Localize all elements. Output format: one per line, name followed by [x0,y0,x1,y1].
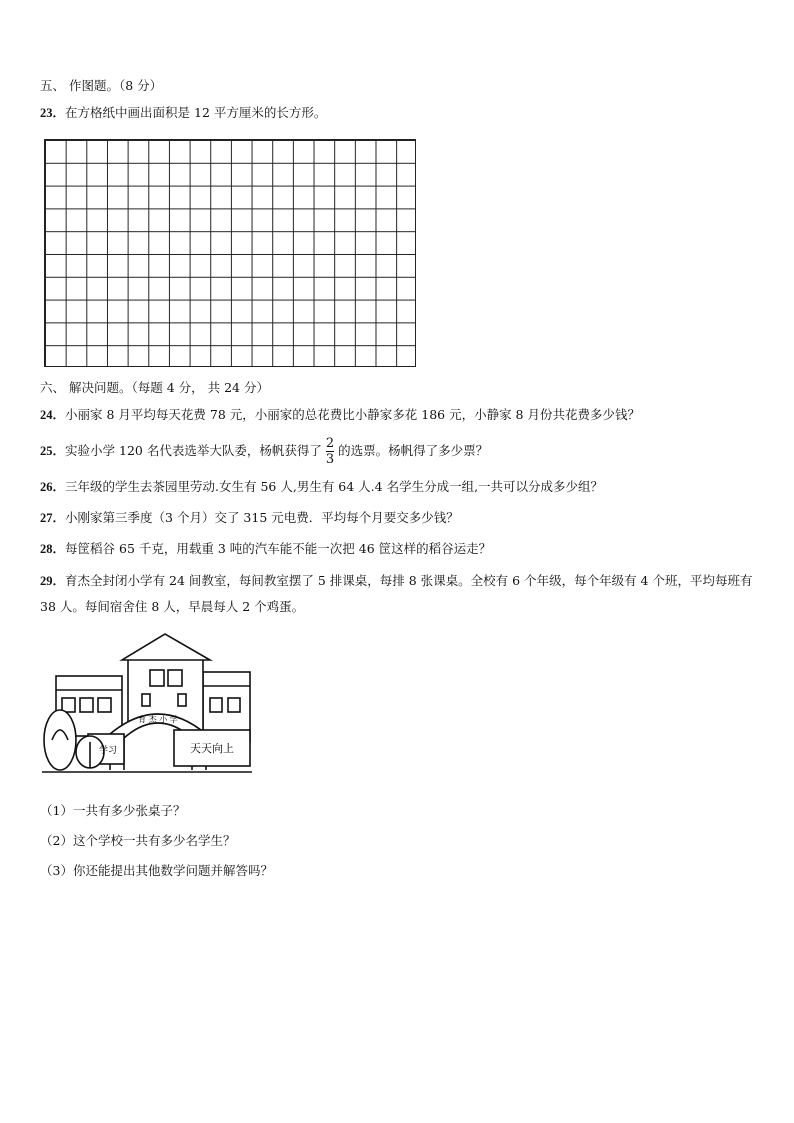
fraction-numerator: 2 [325,436,335,451]
sub-question-2: （2）这个学校一共有多少名学生？ [40,833,236,848]
sub-question-1: （1）一共有多少张桌子？ [40,803,186,818]
question-text: 小刚家第三季度（3 个月）交了 315 元电费．平均每个月要交多少钱？ [65,510,459,525]
question-number: 27． [40,511,66,525]
question-28 [40,541,491,557]
right-sign-text: 天天向上 [190,742,234,755]
question-text-after: 的选票。杨帆得了多少票？ [338,443,489,458]
question-text: 三年级的学生去茶园里劳动.女生有 56 人,男生有 64 人.4 名学生分成一组,一共可以分成多少组？ [65,479,604,494]
question-29 [40,568,760,619]
question-27 [40,510,459,526]
arch-text: 育 杰 小 学 [138,715,178,724]
question-number: 24． [40,408,66,422]
question-text: 小丽家 8 月平均每天花费 78 元，小丽家的总花费比小静家多花 186 元，小静家 8 月份共花费多少钱？ [65,407,640,422]
section-5-title: 五、 作图题。（8 分） [40,78,163,93]
section-6-title: 六、 解决问题。（每题 4 分， 共 24 分） [40,380,269,395]
fraction [326,437,334,466]
sub-question-3: （3）你还能提出其他数学问题并解答吗？ [40,863,273,878]
question-25 [40,436,488,466]
question-24 [40,407,640,423]
question-26 [40,479,603,495]
left-sign-text: 学习 [98,746,118,756]
tree-icon [44,710,76,770]
question-number: 26． [40,480,66,494]
fraction-denominator: 3 [325,452,335,467]
roof [122,634,210,660]
question-text: 在方格纸中画出面积是 12 平方厘米的长方形。 [65,105,327,120]
question-number: 28． [40,542,66,556]
question-number: 23． [40,106,66,120]
question-23 [40,105,326,121]
question-text: 实验小学 120 名代表选举大队委，杨帆获得了 [65,443,322,458]
question-number: 29． [40,574,66,588]
question-number: 25． [40,444,66,458]
question-text: 育杰全封闭小学有 24 间教室，每间教室摆了 5 排课桌，每排 8 张课桌。全校有 6 个年级，每个年级有 4 个班，平均每班有 38 人。每间宿舍住 8 人，早晨每人 2 个鸡蛋。 [40,573,753,614]
graph-paper-grid[interactable] [44,139,416,367]
question-text: 每筐稻谷 65 千克，用载重 3 吨的汽车能不能一次把 46 筐这样的稻谷运走？ [65,541,492,556]
school-illustration [38,630,254,776]
